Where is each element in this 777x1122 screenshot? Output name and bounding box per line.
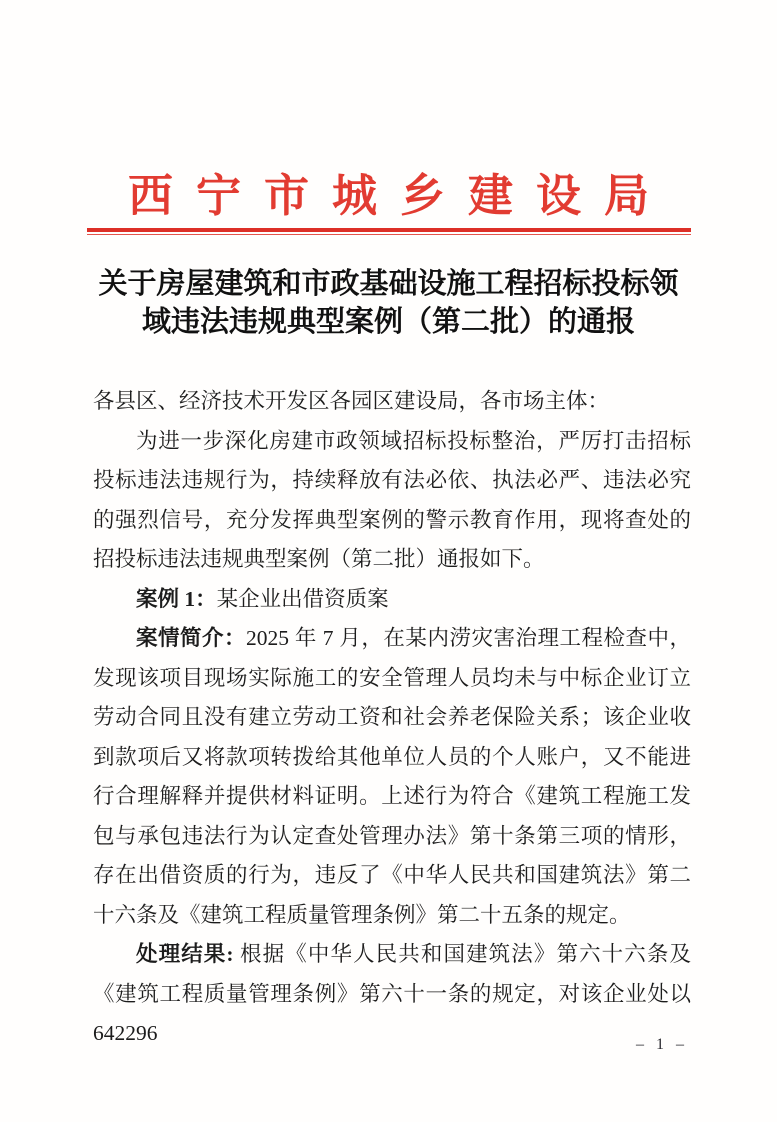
paragraph	[93, 422, 691, 580]
red-rule-thick	[87, 228, 691, 232]
paragraph	[93, 382, 691, 422]
paragraph-text: 某企业出借资质案	[216, 586, 389, 611]
paragraph	[93, 935, 691, 1054]
page-number: – 1 –	[636, 1036, 688, 1053]
red-rule-thin	[87, 234, 691, 236]
paragraph-lead-label: 案例 1：	[136, 586, 217, 611]
paragraph-text: 2025 年 7 月，在某内涝灾害治理工程检查中，发现该项目现场实际施工的安全管理人员均未与中标企业订立劳动合同且没有建立劳动工资和社会养老保险关系；该企业收到款项后又将款项转拨给其他单位人员的个人账户，又不能进行合理解释并提供材料证明。上述行为符合《建筑工程施工发包与承包违法行为认定查处管理办法》第十条第三项的情形，存在出借资质的行为，违反了《中华人民共和国建筑法》第二十六条及《建筑工程质量管理条例》第二十五条的规定。	[93, 626, 691, 927]
paragraph	[93, 619, 691, 935]
paragraph-lead-label: 案情简介：	[136, 626, 247, 650]
paragraph	[93, 580, 691, 620]
paragraph-text: 各县区、经济技术开发区各园区建设局，各市场主体：	[93, 389, 610, 413]
agency-header: 西宁市城乡建设局	[127, 171, 672, 221]
document-title	[0, 265, 777, 341]
title-line-1: 关于房屋建筑和市政基础设施工程招标投标领	[98, 268, 679, 300]
paragraph-text: 根据《中华人民共和国建筑法》第六十六条及《建筑工程质量管理条例》第六十一条的规定，对该企业处以 642296	[93, 942, 691, 1045]
red-divider	[87, 228, 691, 235]
title-line-2: 域违法违规典型案例（第二批）的通报	[141, 306, 635, 338]
document-body	[0, 382, 777, 1054]
paragraph-lead-label: 处理结果:	[136, 942, 241, 966]
paragraph-text: 为进一步深化房建市政领域招标投标整治，严厉打击招标投标违法违规行为，持续释放有法必依、执法必严、违法必究的强烈信号，充分发挥典型案例的警示教育作用，现将查处的招投标违法违规典型案例（第二批）通报如下。	[93, 428, 691, 571]
